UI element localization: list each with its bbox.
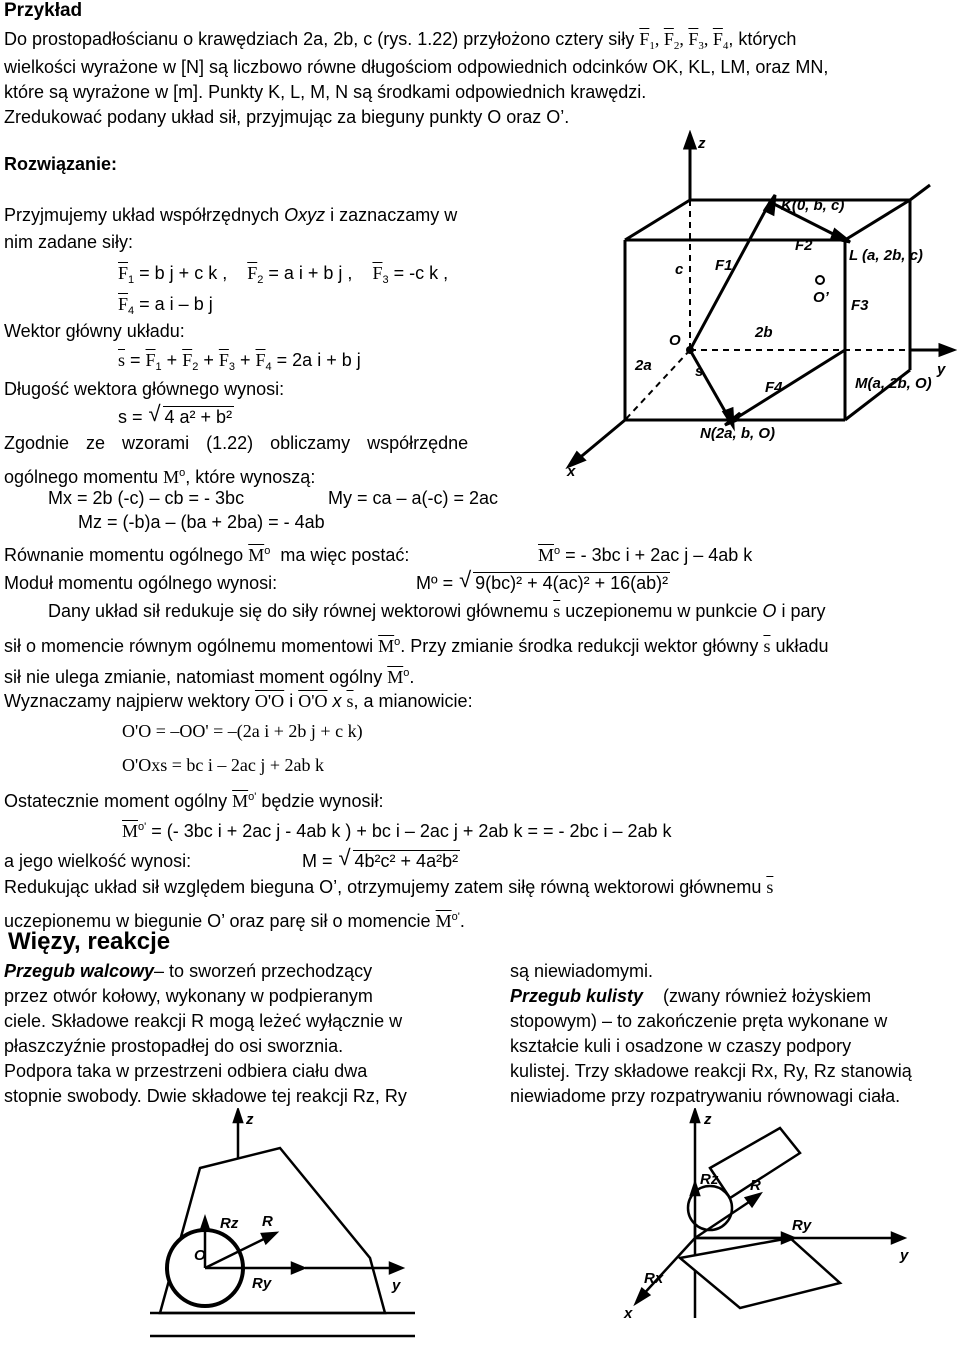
svg-text:O: O	[669, 332, 681, 349]
main-vector-equation: $\overline{s} = \overline{F}_1 + \overline{F}_2 + \overline{F}_3 + \overline{F}_4 = 2a$ i + b j	[118, 350, 361, 373]
svg-text:Rx: Rx	[644, 1270, 664, 1287]
svg-text:Rz: Rz	[700, 1171, 719, 1188]
modulus-label: Moduł momentu ogólnego wynosi:	[4, 573, 278, 593]
ball-figure	[600, 1108, 950, 1358]
svg-text:R: R	[750, 1177, 761, 1194]
svg-text:F1: F1	[715, 257, 733, 274]
svg-text:Ry: Ry	[252, 1275, 272, 1292]
reduce-line-1: Dany układ sił redukuje się do siły równej wektorowi głównemu $\overline{s}$ uczepionemu w punkcie O i pary	[48, 601, 826, 621]
box-figure	[555, 130, 957, 480]
right-line-1: są niewiadomymi.	[510, 961, 654, 981]
conclusion-line-1: Redukując układ sił względem bieguna O’, otrzymujemy zatem siłę równą wektorowi głównemu $\overline{s}$	[4, 877, 774, 897]
constraints-heading: Więzy, reakcje	[8, 928, 171, 955]
svg-text:s: s	[695, 363, 704, 380]
svg-text:x: x	[624, 1305, 633, 1322]
solution-heading: Rozwiązanie:	[4, 154, 118, 174]
conclusion-line-2: uczepionemu w biegunie O’ oraz parę sił o momencie $\overline{M}^{o'}$.	[4, 911, 465, 931]
reduce-line-3: sił nie ulega zmianie, natomiast moment ogólny $\overline{M}^o$.	[4, 667, 415, 687]
cylindrical-line-2: przez otwór kołowy, wykonany w podpieranym	[4, 986, 373, 1006]
svg-text:R: R	[262, 1213, 273, 1230]
svg-text:F4: F4	[765, 379, 783, 396]
cylindrical-line-5: Podpora taka w przestrzeni odbiera ciału dwa	[4, 1061, 368, 1081]
svg-text:y: y	[900, 1247, 909, 1264]
moment-my: My = ca – a(-c) = 2ac	[328, 488, 499, 508]
svg-text:F2: F2	[795, 237, 813, 254]
svg-text:Rz: Rz	[220, 1215, 239, 1232]
moment-intro-1: Zgodnie ze wzorami (1.22) obliczamy współrzędne	[4, 433, 469, 453]
length-label: Długość wektora głównego wynosi:	[4, 379, 285, 399]
problem-line-3: które są wyrażone w [m]. Punkty K, L, M, N są środkami odpowiednich krawędzi.	[4, 82, 647, 102]
svg-text:y: y	[937, 361, 946, 378]
oo-equation: O'O = –OO' = –(2a i + 2b j + c k)	[122, 721, 363, 741]
vectors-line: Wyznaczamy najpierw wektory O'O i O'O x $\overline{s}$, a mianowicie:	[4, 691, 473, 711]
cylindrical-line-1: Przegub walcowy– to sworzeń przechodzący	[4, 961, 373, 981]
svg-text:L (a, 2b, c): L (a, 2b, c)	[849, 247, 923, 264]
moment-intro-2: ogólnego momentu $M^o$, które wynoszą:	[4, 467, 316, 487]
example-title: Przykład	[4, 0, 83, 21]
force-equations: $\overline{F}_1 = b$ j + c k , $\overline{F}_2 = a$ i + b j , $\overline{F}_3 = -c$ k ,	[118, 263, 449, 286]
final-moment-equation: $\overline{M}^{o'}$ = (- 3bc i + 2ac j - 4ab k ) + bc i – 2ac j + 2ab k = = - 2bc i – 2ab k	[122, 821, 672, 841]
ball-line-5: niewiadome przy rozpatrywaniu równowagi ciała.	[510, 1086, 901, 1106]
moment-equation-label: Równanie momentu ogólnego $\overline{M}^o$ ma więc postać:	[4, 545, 410, 565]
cylindrical-line-6: stopnie swobody. Dwie składowe tej reakcji Rz, Ry	[4, 1086, 407, 1106]
modulus-equation: Mº = √ 9(bc)² + 4(ac)² + 16(ab)²	[416, 572, 670, 594]
svg-text:2b: 2b	[755, 324, 773, 341]
reduce-line-2: sił o momencie równym ogólnemu momentowi $\overline{M}^o$. Przy zmianie środka redukcji wektor główny $\overline{s}$ układu	[4, 636, 829, 656]
svg-text:Ry: Ry	[792, 1217, 812, 1234]
svg-text:c: c	[675, 261, 684, 278]
ball-line-2: stopowym) – to zakończenie pręta wykonane w	[510, 1011, 888, 1031]
svg-text:z: z	[246, 1111, 254, 1128]
magnitude-equation: M = √ 4b²c² + 4a²b²	[302, 850, 460, 872]
intro-line-1: Przyjmujemy układ współrzędnych Oxyz i zaznaczamy w	[4, 205, 458, 225]
ball-line-3: kształcie kuli i osadzone w czaszy podpory	[510, 1036, 852, 1056]
svg-text:F3: F3	[851, 297, 869, 314]
force-equation-4: $\overline{F}_4 = a$ i – b j	[118, 294, 213, 317]
moment-mx: Mx = 2b (-c) – cb = - 3bc	[48, 488, 245, 508]
cylindrical-line-3: ciele. Składowe reakcji R mogą leżeć wyłącznie w	[4, 1011, 403, 1031]
moment-mz: Mz = (-b)a – (ba + 2ba) = - 4ab	[78, 512, 325, 532]
ball-line-1: Przegub kulisty (zwany również łożyskiem	[510, 986, 872, 1006]
cylindrical-line-4: płaszczyźnie prostopadłej do osi sworznia.	[4, 1036, 344, 1056]
svg-text:K(0, b, c): K(0, b, c)	[781, 197, 845, 214]
problem-line-1: Do prostopadłościanu o krawędziach 2a, 2b, c (rys. 1.22) przyłożono cztery siły $\overline{F}_1$, $\overline{F}_2$, $\overline{F}_3$, $\overline{F}_4$, których	[4, 29, 797, 52]
pin-figure	[130, 1108, 430, 1354]
length-equation: s = √ 4 a² + b²	[118, 406, 234, 428]
ball-line-4: kulistej. Trzy składowe reakcji Rx, Ry, Rz stanowią	[510, 1061, 912, 1081]
oos-equation: O'Oxs = bc i – 2ac j + 2ab k	[122, 755, 325, 775]
moment-equation: $\overline{M}^o$ = - 3bc i + 2ac j – 4ab k	[538, 545, 753, 565]
magnitude-label: a jego wielkość wynosi:	[4, 851, 192, 871]
svg-text:z: z	[704, 1111, 712, 1128]
main-vector-label: Wektor główny układu:	[4, 321, 185, 341]
svg-text:x: x	[567, 463, 576, 480]
svg-text:O: O	[194, 1247, 206, 1264]
svg-text:M(a, 2b, O): M(a, 2b, O)	[855, 375, 932, 392]
svg-text:O’: O’	[813, 289, 829, 306]
final-moment-label: Ostatecznie moment ogólny $\overline{M}^{o'}$ będzie wynosił:	[4, 791, 384, 811]
intro-line-2: nim zadane siły:	[4, 232, 134, 252]
svg-text:z: z	[698, 135, 706, 152]
svg-text:2a: 2a	[635, 357, 652, 374]
svg-text:y: y	[392, 1277, 401, 1294]
svg-text:N(2a, b, O): N(2a, b, O)	[700, 425, 776, 442]
problem-line-4: Zredukować podany układ sił, przyjmując za bieguny punkty O oraz O’.	[4, 107, 570, 127]
problem-line-2: wielkości wyrażone w [N] są liczbowo równe długościom odpowiednich odcinków OK, KL, LM, oraz MN,	[4, 57, 829, 77]
